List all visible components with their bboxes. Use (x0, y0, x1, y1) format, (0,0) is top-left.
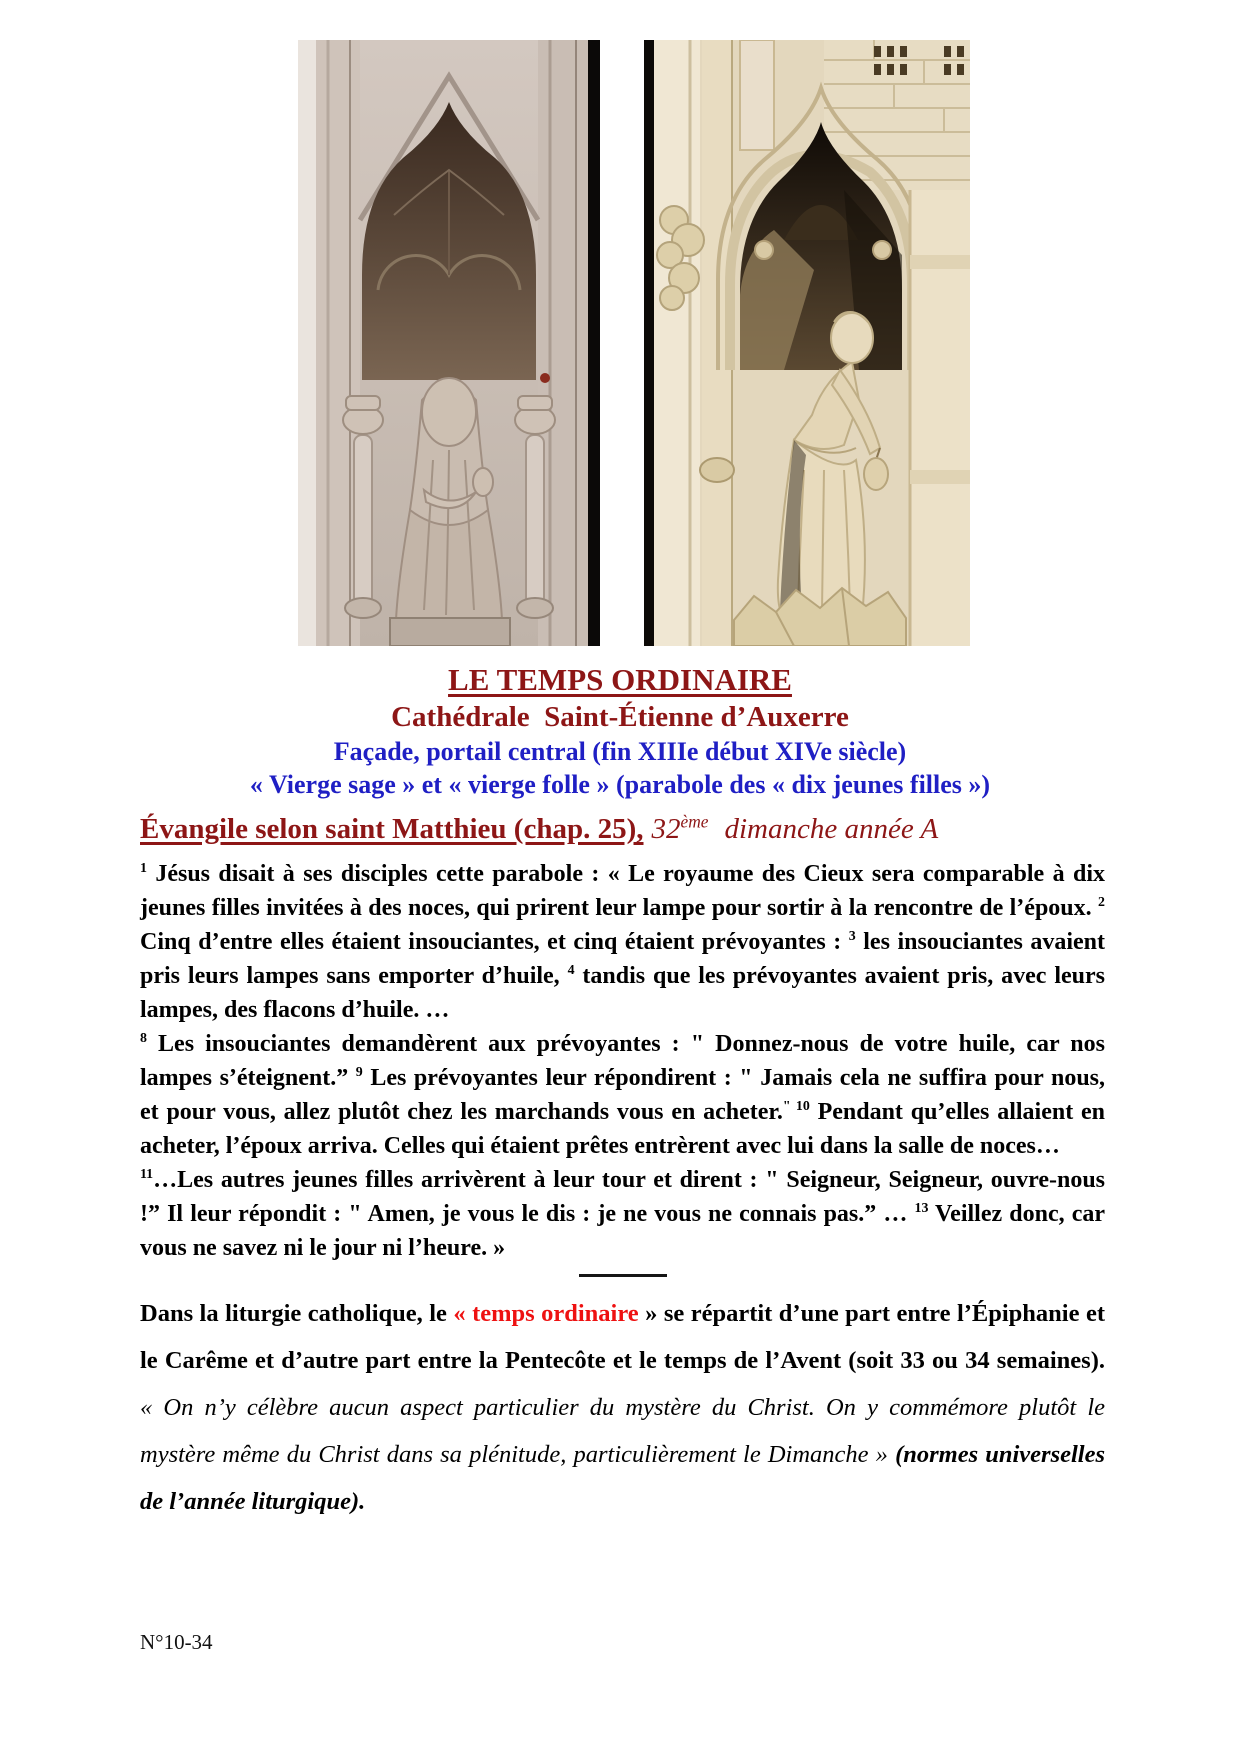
gospel-heading-underlined: Évangile selon saint Matthieu (chap. 25), (140, 813, 644, 845)
gospel-paragraph (140, 1027, 1105, 1163)
text-run: « On n’y célèbre aucun aspect particulier du mystère du Christ. On y commémore plutôt le mystère même du Christ dans sa plénitude, particulièrement le Dimanche » (140, 1394, 1105, 1468)
separator-line (579, 1274, 667, 1277)
page-title (0, 661, 1240, 699)
text-run: Pendant qu’elles allaient en acheter, l’époux arriva. Celles qui étaient prêtes entrèrent avec lui dans la salle de noces… (140, 1099, 1105, 1159)
text-run: tandis que les prévoyantes avaient pris, avec leurs lampes, des flacons d’huile. … (140, 963, 1105, 1023)
wise-virgin-photo (298, 40, 600, 646)
text-run: » se répartit d’une part entre l’Épiphanie et le Carême et d’autre part entre la Pentecôte et le temps de l’Avent (soit 33 ou 34 semaines). (140, 1300, 1105, 1374)
verse-number: 4 (567, 963, 575, 978)
page-number: N°10-34 (140, 1630, 213, 1654)
text-run: Dans la liturgie catholique, le (140, 1300, 454, 1327)
liturgy-commentary (140, 1290, 1105, 1525)
verse-number: 8 (140, 1031, 147, 1046)
text-run: Les insouciantes demandèrent aux prévoyantes : " Donnez-nous de votre huile, car nos lampes s’éteignent.” (140, 1031, 1105, 1091)
verse-number: 1 (140, 861, 147, 876)
commentary-paragraph (140, 1290, 1105, 1525)
subtitle-facade: Façade, portail central (fin XIIIe début XIVe siècle) (333, 737, 907, 766)
gospel-paragraph (140, 1163, 1105, 1265)
verse-number: 3 (848, 929, 856, 944)
text-run: « temps ordinaire (453, 1300, 639, 1327)
text-run: les insouciantes avaient pris leurs lampes sans emporter d’huile, (140, 929, 1105, 989)
page-title-text: LE TEMPS ORDINAIRE (448, 662, 792, 697)
text-run: …Les autres jeunes filles arrivèrent à leur tour et dirent : " Seigneur, Seigneur, ouvre-nous !” Il leur répondit : " Amen, je vous le dis : je ne vous ne connais pas.” … (140, 1167, 1105, 1227)
title-block (0, 661, 1240, 801)
foolish-virgin-statue-illustration (644, 40, 970, 646)
verse-number: " 10 (782, 1099, 810, 1114)
verse-number: 13 (914, 1201, 929, 1216)
content-column (140, 810, 1105, 1525)
gospel-paragraph (140, 857, 1105, 1027)
verse-number: 2 (1098, 895, 1105, 910)
verse-number: 11 (140, 1167, 154, 1182)
verse-number: 9 (355, 1065, 363, 1080)
wise-virgin-statue-illustration (298, 40, 600, 646)
gospel-heading-sunday: 32ème dimanche année A (651, 811, 939, 845)
gospel-text (140, 857, 1105, 1265)
text-run: Veillez donc, car vous ne savez ni le jour ni l’heure. » (140, 1201, 1105, 1261)
text-run: Jésus disait à ses disciples cette parabole : « Le royaume des Cieux sera comparable à dix jeunes filles invitées à des noces, qui prirent leur lampe pour sortir à la rencontre de l’époux. (140, 861, 1105, 921)
text-run: Les prévoyantes leur répondirent : " Jamais cela ne suffira pour nous, et pour vous, allez plutôt chez les marchands vous en acheter. (140, 1065, 1106, 1125)
foolish-virgin-photo (644, 40, 970, 646)
text-run: Cinq d’entre elles étaient insouciantes, et cinq étaient prévoyantes : (140, 929, 849, 955)
subtitle-parable: « Vierge sage » et « vierge folle » (parabole des « dix jeunes filles ») (249, 770, 991, 799)
text-run: (normes universelles de l’année liturgique). (140, 1441, 1106, 1515)
subtitle-cathedral: Cathédrale Saint-Étienne d’Auxerre (391, 701, 849, 733)
gospel-heading (140, 810, 1105, 848)
